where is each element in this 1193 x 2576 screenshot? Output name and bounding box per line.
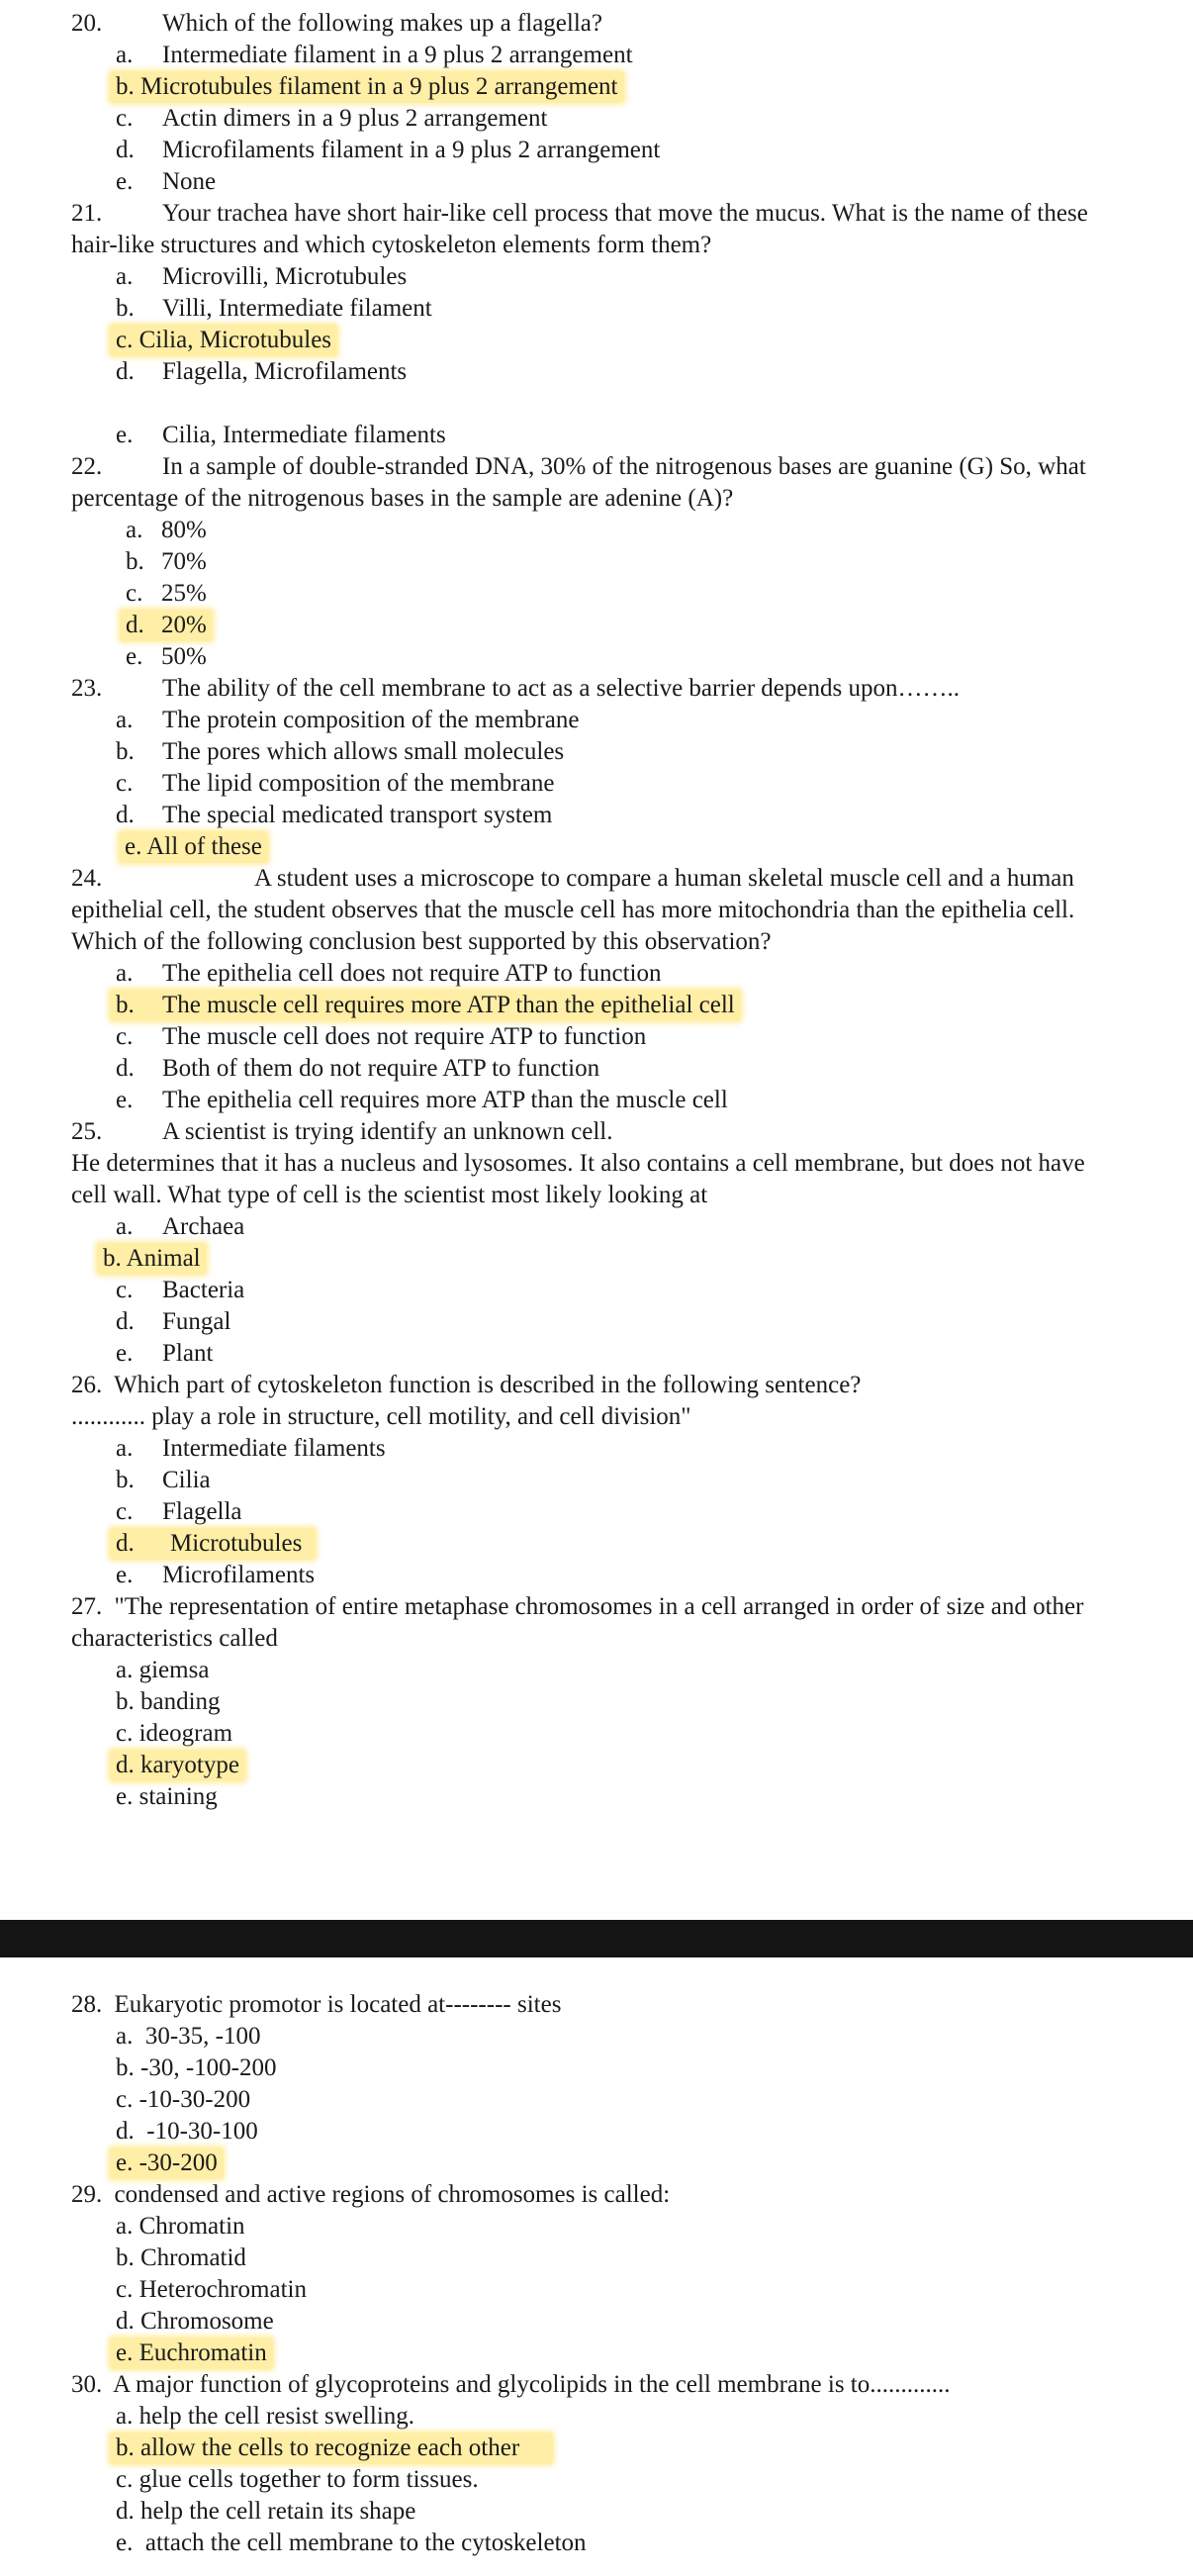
answer-highlight: e. -30-200 <box>110 2147 224 2179</box>
question-25 <box>71 1116 1193 1148</box>
option-22-a: a. 80% <box>126 517 207 543</box>
answer-highlight: d. Microtubules <box>110 1528 316 1560</box>
option-21-b: b. Villi, Intermediate filament <box>116 295 432 322</box>
option-21-d: d. Flagella, Microfilaments <box>116 358 408 385</box>
question-21 <box>71 198 1193 230</box>
question-text: Your trachea have short hair-like cell process that move the mucus. What is the name of these <box>162 200 1088 227</box>
answer-highlight: c. Cilia, Microtubules <box>110 325 337 356</box>
question-30 <box>71 2369 1193 2401</box>
option-23-c: c. The lipid composition of the membrane <box>116 770 555 797</box>
page-two <box>0 1989 1193 2559</box>
question-text: The ability of the cell membrane to act as a selective barrier depends upon…….. <box>162 675 960 702</box>
question-26-cont: ............ play a role in structure, cell motility, and cell division" <box>71 1403 691 1430</box>
question-28 <box>71 1989 1193 2021</box>
option-29-a: a. Chromatin <box>116 2213 245 2240</box>
option-21-a: a. Microvilli, Microtubules <box>116 263 408 290</box>
option-28-c: c. -10-30-200 <box>116 2086 251 2113</box>
option-22-b: b. 70% <box>126 548 207 575</box>
option-28-a: a. 30-35, -100 <box>116 2023 261 2050</box>
option-29-d: d. Chromosome <box>116 2308 274 2335</box>
option-24-b <box>116 990 1193 1021</box>
answer-highlight: d. karyotype <box>110 1750 245 1781</box>
question-number: 30. <box>71 2371 103 2398</box>
question-29 <box>71 2179 1193 2211</box>
question-27-cont: characteristics called <box>71 1625 278 1652</box>
option-22-d <box>126 610 1193 641</box>
question-number: 24. <box>71 865 103 892</box>
option-23-b: b. The pores which allows small molecules <box>116 738 565 765</box>
question-27 <box>71 1591 1193 1623</box>
answer-highlight: e. Euchromatin <box>110 2337 273 2369</box>
question-24 <box>71 863 1193 895</box>
option-29-c: c. Heterochromatin <box>116 2276 307 2303</box>
question-number: 29. <box>71 2181 103 2208</box>
answer-highlight: e. All of these <box>119 831 268 863</box>
option-23-e <box>125 831 1193 863</box>
question-text: A student uses a microscope to compare a human skeletal muscle cell and a human <box>254 865 1074 892</box>
question-number: 23. <box>71 675 103 702</box>
question-22 <box>71 451 1193 483</box>
answer-highlight: b. Microtubules filament in a 9 plus 2 arrangement <box>110 71 624 103</box>
option-26-a: a. Intermediate filaments <box>116 1435 386 1462</box>
option-27-b: b. banding <box>116 1688 221 1715</box>
question-25-cont2: cell wall. What type of cell is the scientist most likely looking at <box>71 1182 708 1208</box>
question-text: A major function of glycoproteins and glycolipids in the cell membrane is to............. <box>113 2371 951 2398</box>
option-20-c: c. Actin dimers in a 9 plus 2 arrangement <box>116 105 548 132</box>
question-24-cont2: Which of the following conclusion best supported by this observation? <box>71 928 772 955</box>
option-29-b: b. Chromatid <box>116 2244 246 2271</box>
question-text: In a sample of double-stranded DNA, 30% of the nitrogenous bases are guanine (G) So, what <box>162 453 1086 480</box>
option-30-c: c. glue cells together to form tissues. <box>116 2466 479 2493</box>
option-29-e <box>116 2337 1193 2369</box>
option-24-d: d. Both of them do not require ATP to function <box>116 1055 600 1082</box>
option-30-e: e. attach the cell membrane to the cytoskeleton <box>116 2529 587 2556</box>
option-20-a: a. Intermediate filament in a 9 plus 2 arrangement <box>116 42 633 68</box>
option-22-c: c. 25% <box>126 580 207 607</box>
option-27-d <box>116 1750 1193 1781</box>
option-26-b: b. Cilia <box>116 1467 211 1493</box>
question-number: 28. <box>71 1991 103 2018</box>
question-20 <box>71 8 1193 40</box>
option-25-c: c. Bacteria <box>116 1277 245 1303</box>
option-27-a: a. giemsa <box>116 1657 210 1683</box>
option-22-e: e. 50% <box>126 643 207 670</box>
question-26 <box>71 1370 1193 1401</box>
option-27-e: e. staining <box>116 1783 218 1810</box>
option-23-a: a. The protein composition of the membrane <box>116 707 580 733</box>
option-28-d: d. -10-30-100 <box>116 2118 258 2145</box>
page-divider <box>0 1920 1193 1957</box>
option-25-e: e. Plant <box>116 1340 214 1367</box>
question-text: Eukaryotic promotor is located at-------- sites <box>114 1991 562 2018</box>
question-number: 22. <box>71 453 103 480</box>
option-25-a: a. Archaea <box>116 1213 245 1240</box>
option-26-d <box>116 1528 1193 1560</box>
option-28-e <box>116 2147 1193 2179</box>
option-24-c: c. The muscle cell does not require ATP to function <box>116 1023 647 1050</box>
question-23 <box>71 673 1193 705</box>
question-number: 25. <box>71 1118 103 1145</box>
question-24-cont: epithelial cell, the student observes that the muscle cell has more mitochondria than the epithelia cell. <box>71 897 1075 923</box>
question-25-cont: He determines that it has a nucleus and lysosomes. It also contains a cell membrane, but does not have <box>71 1150 1085 1177</box>
option-20-b <box>116 71 1193 103</box>
option-30-a: a. help the cell resist swelling. <box>116 2403 415 2430</box>
answer-highlight: b. Animal <box>97 1243 207 1275</box>
option-30-b <box>116 2433 1193 2464</box>
question-text: "The representation of entire metaphase chromosomes in a cell arranged in order of size and other <box>114 1593 1084 1620</box>
option-23-d: d. The special medicated transport system <box>116 802 553 828</box>
option-24-e: e. The epithelia cell requires more ATP than the muscle cell <box>116 1087 728 1113</box>
question-21-cont: hair-like structures and which cytoskeleton elements form them? <box>71 232 712 258</box>
option-27-c: c. ideogram <box>116 1720 233 1747</box>
question-text: Which of the following makes up a flagella? <box>162 10 602 37</box>
question-text: Which part of cytoskeleton function is described in the following sentence? <box>114 1372 862 1398</box>
question-number: 21. <box>71 200 103 227</box>
answer-highlight: d. 20% <box>120 610 213 641</box>
question-22-cont: percentage of the nitrogenous bases in the sample are adenine (A)? <box>71 485 734 512</box>
question-number: 20. <box>71 10 103 37</box>
option-24-a: a. The epithelia cell does not require ATP to function <box>116 960 662 987</box>
option-26-c: c. Flagella <box>116 1498 242 1525</box>
option-30-d: d. help the cell retain its shape <box>116 2498 416 2525</box>
question-text: condensed and active regions of chromosomes is called: <box>114 2181 671 2208</box>
option-21-e: e. Cilia, Intermediate filaments <box>116 422 446 448</box>
question-number: 26. <box>71 1372 103 1398</box>
option-20-d: d. Microfilaments filament in a 9 plus 2 arrangement <box>116 137 661 163</box>
option-25-d: d. Fungal <box>116 1308 231 1335</box>
answer-highlight: b. The muscle cell requires more ATP than the epithelial cell <box>110 990 741 1021</box>
answer-highlight: b. allow the cells to recognize each other <box>110 2433 553 2464</box>
option-25-b <box>103 1243 1193 1275</box>
option-28-b: b. -30, -100-200 <box>116 2054 277 2081</box>
option-26-e: e. Microfilaments <box>116 1562 316 1588</box>
question-text: A scientist is trying identify an unknown cell. <box>162 1118 613 1145</box>
option-21-c <box>116 325 1193 356</box>
option-20-e: e. None <box>116 168 217 195</box>
question-number: 27. <box>71 1593 103 1620</box>
